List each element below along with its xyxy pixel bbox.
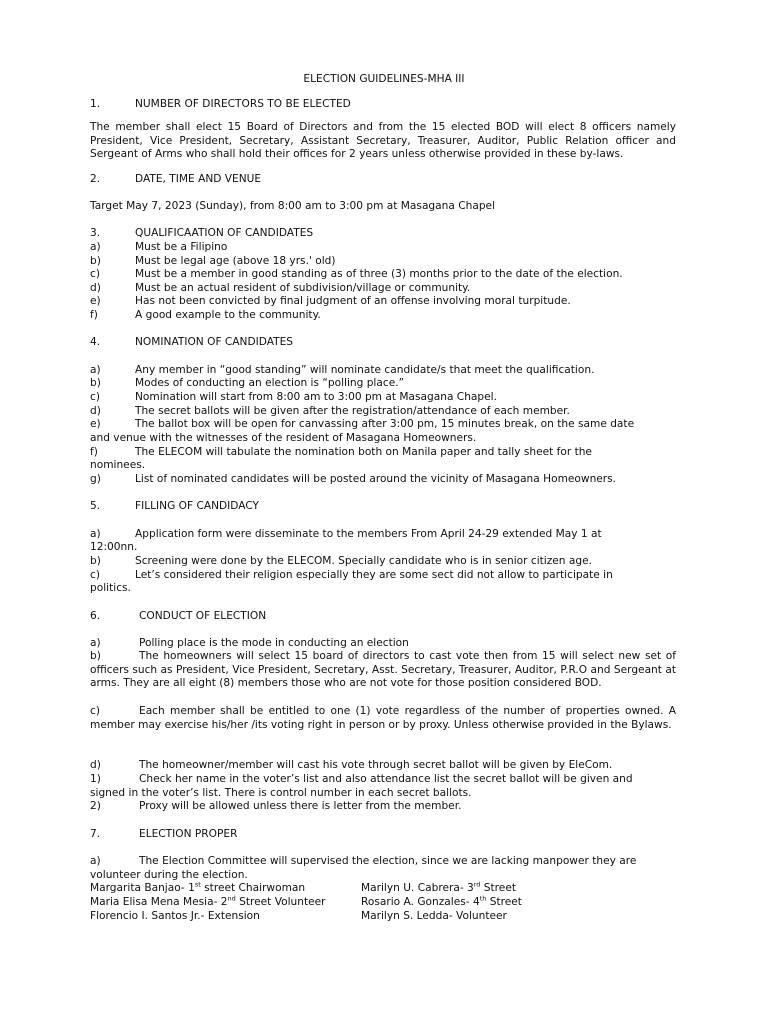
list-item: Application form were disseminate to the members From April 24-29 extended May 1 at bbox=[135, 528, 602, 540]
list-item-continuation: signed in the voter’s list. There is control number in each secret ballots. bbox=[90, 787, 472, 799]
list-item: The homeowner/member will cast his vote through secret ballot will be given by EleCom. bbox=[139, 759, 613, 771]
list-item: A good example to the community. bbox=[135, 309, 321, 321]
section-2-heading: DATE, TIME AND VENUE bbox=[135, 173, 262, 185]
committee-member: Rosario A. Gonzales- 4th Street bbox=[361, 894, 522, 908]
list-item-label: b) bbox=[90, 255, 101, 267]
list-item: Proxy will be allowed unless there is letter from the member. bbox=[139, 800, 462, 812]
list-item-label: f) bbox=[90, 446, 98, 458]
committee-member: Margarita Banjao- 1st street Chairwoman bbox=[90, 880, 306, 894]
section-6-number: 6. bbox=[90, 610, 101, 622]
section-7-heading: ELECTION PROPER bbox=[139, 828, 238, 840]
list-item: Let’s considered their religion especially they are some sect did not allow to participate in bbox=[135, 569, 613, 581]
section-3-heading: QUALIFICAATION OF CANDIDATES bbox=[135, 227, 314, 239]
committee-member: Maria Elisa Mena Mesia- 2nd Street Volunteer bbox=[90, 894, 326, 908]
list-item-continuation: politics. bbox=[90, 582, 131, 594]
list-item-label: d) bbox=[90, 282, 101, 294]
section-5-heading: FILLING OF CANDIDACY bbox=[135, 500, 260, 512]
section-3-number: 3. bbox=[90, 227, 101, 239]
list-item-label: a) bbox=[90, 241, 101, 253]
list-item-label: c) bbox=[90, 569, 100, 581]
list-item: The ballot box will be open for canvassing after 3:00 pm, 15 minutes break, on the same date bbox=[135, 418, 635, 430]
list-item-paragraph bbox=[90, 650, 676, 691]
section-1-body: The member shall elect 15 Board of Directors and from the 15 elected BOD will elect 8 officers namely President, Vice President, Secretary, Assistant Secretary, Treasurer, Auditor, Public Relation officer and Sergeant of Arms who shall hold their offices for 2 years unless otherwise provided in these by-laws. bbox=[90, 121, 676, 161]
list-item: Any member in “good standing” will nominate candidate/s that meet the qualification. bbox=[135, 364, 595, 376]
section-4-number: 4. bbox=[90, 336, 101, 348]
list-item: Has not been convicted by final judgment of an offense involving moral turpitude. bbox=[135, 295, 571, 307]
list-item-label: f) bbox=[90, 309, 98, 321]
list-item: Screening were done by the ELECOM. Specially candidate who is in senior citizen age. bbox=[135, 555, 592, 567]
section-2-number: 2. bbox=[90, 173, 101, 185]
list-item-continuation: volunteer during the election. bbox=[90, 869, 248, 881]
list-item-paragraph bbox=[90, 705, 676, 732]
list-item-continuation: nominees. bbox=[90, 459, 146, 471]
list-item: The ELECOM will tabulate the nomination both on Manila paper and tally sheet for the bbox=[135, 446, 592, 458]
section-2-body: Target May 7, 2023 (Sunday), from 8:00 am to 3:00 pm at Masagana Chapel bbox=[90, 200, 496, 212]
committee-member: Marilyn U. Cabrera- 3rd Street bbox=[361, 880, 516, 894]
list-item-label: e) bbox=[90, 295, 101, 307]
list-item: Modes of conducting an election is “polling place.” bbox=[135, 377, 405, 389]
list-item-label: a) bbox=[90, 637, 101, 649]
list-item-label: a) bbox=[90, 528, 101, 540]
list-item-label: c) bbox=[90, 705, 100, 717]
list-item-label: g) bbox=[90, 473, 101, 485]
list-item-label: e) bbox=[90, 418, 101, 430]
list-item-label: c) bbox=[90, 391, 100, 403]
list-item: The secret ballots will be given after the registration/attendance of each member. bbox=[135, 405, 570, 417]
document-title: ELECTION GUIDELINES-MHA III bbox=[303, 73, 465, 85]
list-item: Polling place is the mode in conducting an election bbox=[139, 637, 409, 649]
list-item: Must be an actual resident of subdivision/village or community. bbox=[135, 282, 471, 294]
section-7-number: 7. bbox=[90, 828, 101, 840]
list-item-label: d) bbox=[90, 759, 101, 771]
list-item-label: 2) bbox=[90, 800, 101, 812]
list-item-label: b) bbox=[90, 650, 101, 662]
list-item: Each member shall be entitled to one (1) vote regardless of the number of properties owned. A member may exercise his/her /its voting right in person or by proxy. Unless otherwise provided in the Bylaws. bbox=[90, 705, 676, 731]
list-item-label: b) bbox=[90, 555, 101, 567]
list-item-continuation: and venue with the witnesses of the resident of Masagana Homeowners. bbox=[90, 432, 477, 444]
list-item: The homeowners will select 15 board of directors to cast vote then from 15 will select new set of officers such as President, Vice President, Secretary, Asst. Secretary, Treasurer, Auditor, P.R.O and Sergeant at arms. They are all eight (8) members those who are not vote for those position considered BOD. bbox=[90, 650, 676, 690]
list-item-label: a) bbox=[90, 855, 101, 867]
list-item-label: b) bbox=[90, 377, 101, 389]
list-item: The Election Committee will supervised the election, since we are lacking manpower they are bbox=[139, 855, 637, 867]
list-item-continuation: 12:00nn. bbox=[90, 541, 138, 553]
list-item: Check her name in the voter’s list and also attendance list the secret ballot will be given and bbox=[139, 773, 633, 785]
section-1-heading: NUMBER OF DIRECTORS TO BE ELECTED bbox=[135, 98, 351, 110]
list-item: Must be legal age (above 18 yrs.' old) bbox=[135, 255, 336, 267]
list-item-label: a) bbox=[90, 364, 101, 376]
committee-member: Florencio I. Santos Jr.- Extension bbox=[90, 910, 260, 922]
section-6-heading: CONDUCT OF ELECTION bbox=[139, 610, 267, 622]
section-5-number: 5. bbox=[90, 500, 101, 512]
list-item: List of nominated candidates will be posted around the vicinity of Masagana Homeowners. bbox=[135, 473, 617, 485]
list-item: Must be a Filipino bbox=[135, 241, 228, 253]
section-4-heading: NOMINATION OF CANDIDATES bbox=[135, 336, 294, 348]
list-item: Nomination will start from 8:00 am to 3:00 pm at Masagana Chapel. bbox=[135, 391, 497, 403]
list-item-label: c) bbox=[90, 268, 100, 280]
committee-member: Marilyn S. Ledda- Volunteer bbox=[361, 910, 507, 922]
section-1-number: 1. bbox=[90, 98, 101, 110]
list-item-label: 1) bbox=[90, 773, 101, 785]
list-item: Must be a member in good standing as of three (3) months prior to the date of the election. bbox=[135, 268, 623, 280]
list-item-label: d) bbox=[90, 405, 101, 417]
